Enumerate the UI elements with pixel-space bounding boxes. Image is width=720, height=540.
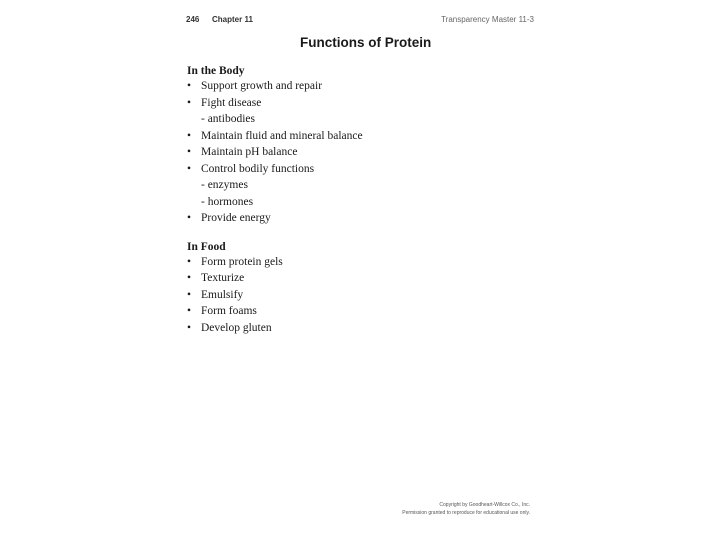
list-item: • Fight disease (187, 95, 363, 112)
sub-list-item: - antibodies (201, 113, 255, 125)
list-item: • Texturize (187, 270, 363, 287)
sub-list-item: - hormones (201, 195, 254, 208)
list-item: • Provide energy (187, 210, 363, 227)
copyright-notice: Copyright by Goodheart-Willcox Co., Inc. (439, 502, 530, 508)
bullet-icon: • (187, 288, 192, 301)
section-heading: In the Body (187, 65, 245, 77)
list-item: • Develop gluten (187, 320, 363, 337)
page-title: Functions of Protein (300, 35, 432, 50)
list-item: • Maintain pH balance (187, 144, 363, 161)
list-item: • Maintain fluid and mineral balance (187, 128, 363, 145)
bullet-icon: • (187, 255, 192, 268)
section-in-the-body (187, 64, 363, 227)
bullet-icon: • (187, 146, 192, 158)
list-item: • Form foams (187, 303, 363, 320)
list-item: • Form protein gels (187, 254, 363, 271)
chapter-label: Chapter 11 (212, 15, 253, 24)
list-item: • Support growth and repair (187, 78, 363, 95)
bullet-icon: • (187, 272, 192, 284)
section-in-food (187, 240, 363, 337)
bullet-icon: • (187, 162, 192, 175)
section-heading: In Food (187, 240, 226, 253)
bullet-icon: • (187, 305, 192, 317)
section-spacer (187, 227, 363, 240)
bullet-icon: • (187, 96, 192, 109)
sub-list-item: - enzymes (201, 179, 248, 191)
page-number: 246 (186, 15, 200, 24)
permission-notice: Permission granted to reproduce for educational use only. (402, 510, 530, 516)
bullet-icon: • (187, 212, 192, 224)
page-header (186, 15, 534, 29)
transparency-master-label: Transparency Master 11-3 (441, 15, 534, 24)
bullet-icon: • (187, 80, 192, 92)
bullet-icon: • (187, 321, 192, 334)
bullet-icon: • (187, 129, 192, 142)
list-item: • Control bodily functions (187, 161, 363, 178)
page-footer (402, 501, 530, 517)
content-body (187, 64, 363, 336)
list-item: • Emulsify (187, 287, 363, 304)
